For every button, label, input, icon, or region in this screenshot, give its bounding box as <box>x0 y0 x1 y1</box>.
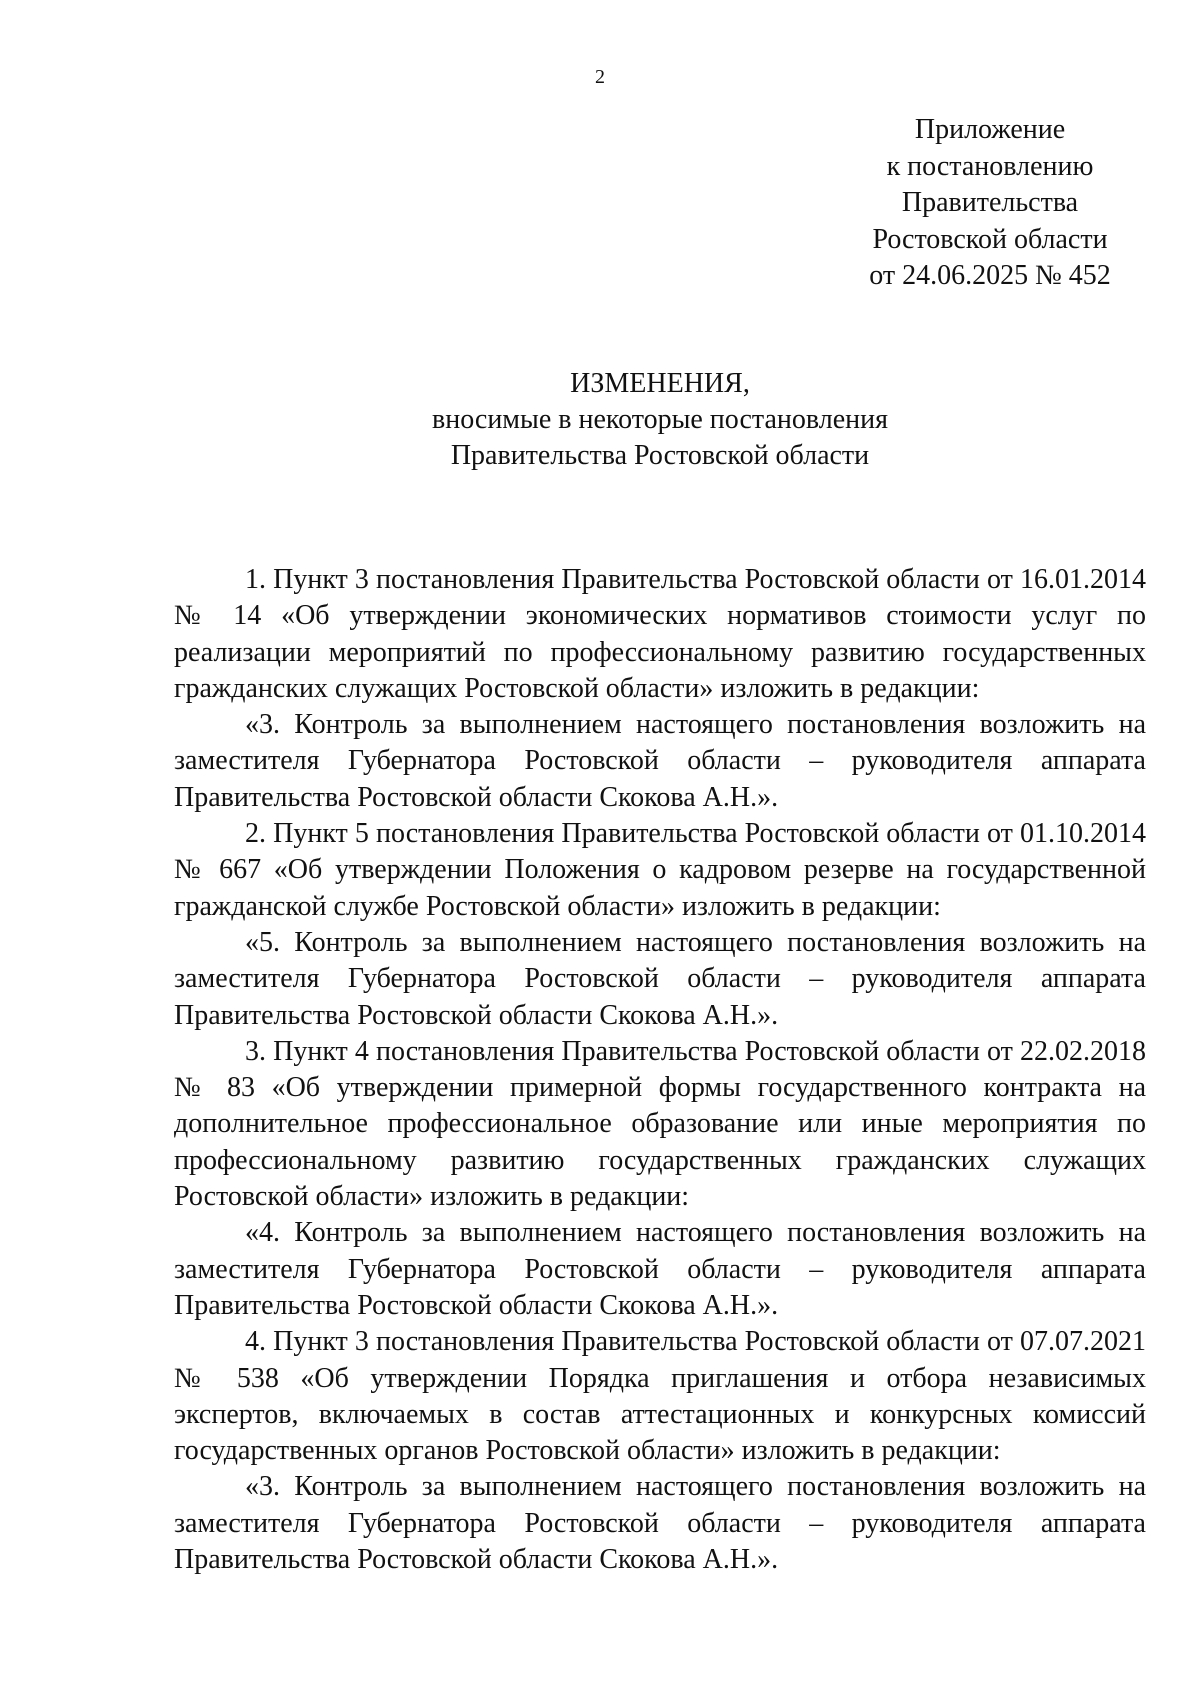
appendix-line: Правительства <box>901 187 1079 218</box>
page-number: 2 <box>595 66 605 88</box>
appendix-block <box>840 112 1140 295</box>
paragraph-quote-3: «4. Контроль за выполнением настоящего постановления возложить на заместителя Губернатора Ростовской области – руководителя аппарата Правительства Ростовской области Скокова А.Н.». <box>174 1217 1146 1321</box>
appendix-line: Приложение <box>914 114 1066 145</box>
document-heading <box>0 366 1200 474</box>
paragraph-item-1: 1. Пункт 3 постановления Правительства Ростовской области от 16.01.2014 № 14 «Об утверждении экономических нормативов стоимости услуг по реализации мероприятий по профессиональному развитию государственных гражданских служащих Ростовской области» изложить в редакции: <box>174 564 1146 704</box>
document-title: ИЗМЕНЕНИЯ, <box>570 368 750 399</box>
appendix-date-number: от 24.06.2025 № 452 <box>869 260 1111 291</box>
paragraph-quote-2: «5. Контроль за выполнением настоящего постановления возложить на заместителя Губернатора Ростовской области – руководителя аппарата Правительства Ростовской области Скокова А.Н.». <box>174 926 1146 1031</box>
appendix-line: Ростовской области <box>872 223 1108 255</box>
paragraph-item-3: 3. Пункт 4 постановления Правительства Ростовской области от 22.02.2018 № 83 «Об утверждении примерной формы государственного контракта на дополнительное профессиональное образование или иные мероприятия по профессиональному развитию государственных гражданских служащих Ростовской области» изложить в редакции: <box>174 1035 1146 1213</box>
appendix-line: к постановлению <box>886 150 1094 182</box>
document-subtitle: Правительства Ростовской области <box>450 440 870 471</box>
document-subtitle: вносимые в некоторые постановления <box>431 404 889 435</box>
paragraph-item-4: 4. Пункт 3 постановления Правительства Ростовской области от 07.07.2021 № 538 «Об утверждении Порядка приглашения и отбора независимых экспертов, включаемых в состав аттестационных и конкурсных комиссий государственных органов Ростовской области» изложить в редакции: <box>174 1326 1146 1467</box>
paragraph-item-2: 2. Пункт 5 постановления Правительства Ростовской области от 01.10.2014 № 667 «Об утверждении Положения о кадровом резерве на государственной гражданской службе Ростовской области» изложить в редакции: <box>174 818 1146 922</box>
paragraph-quote-1: «3. Контроль за выполнением настоящего постановления возложить на заместителя Губернатора Ростовской области – руководителя аппарата Правительства Ростовской области Скокова А.Н.». <box>174 709 1146 813</box>
document-body <box>174 562 1146 1578</box>
paragraph-quote-4: «3. Контроль за выполнением настоящего постановления возложить на заместителя Губернатора Ростовской области – руководителя аппарата Правительства Ростовской области Скокова А.Н.». <box>174 1471 1146 1576</box>
